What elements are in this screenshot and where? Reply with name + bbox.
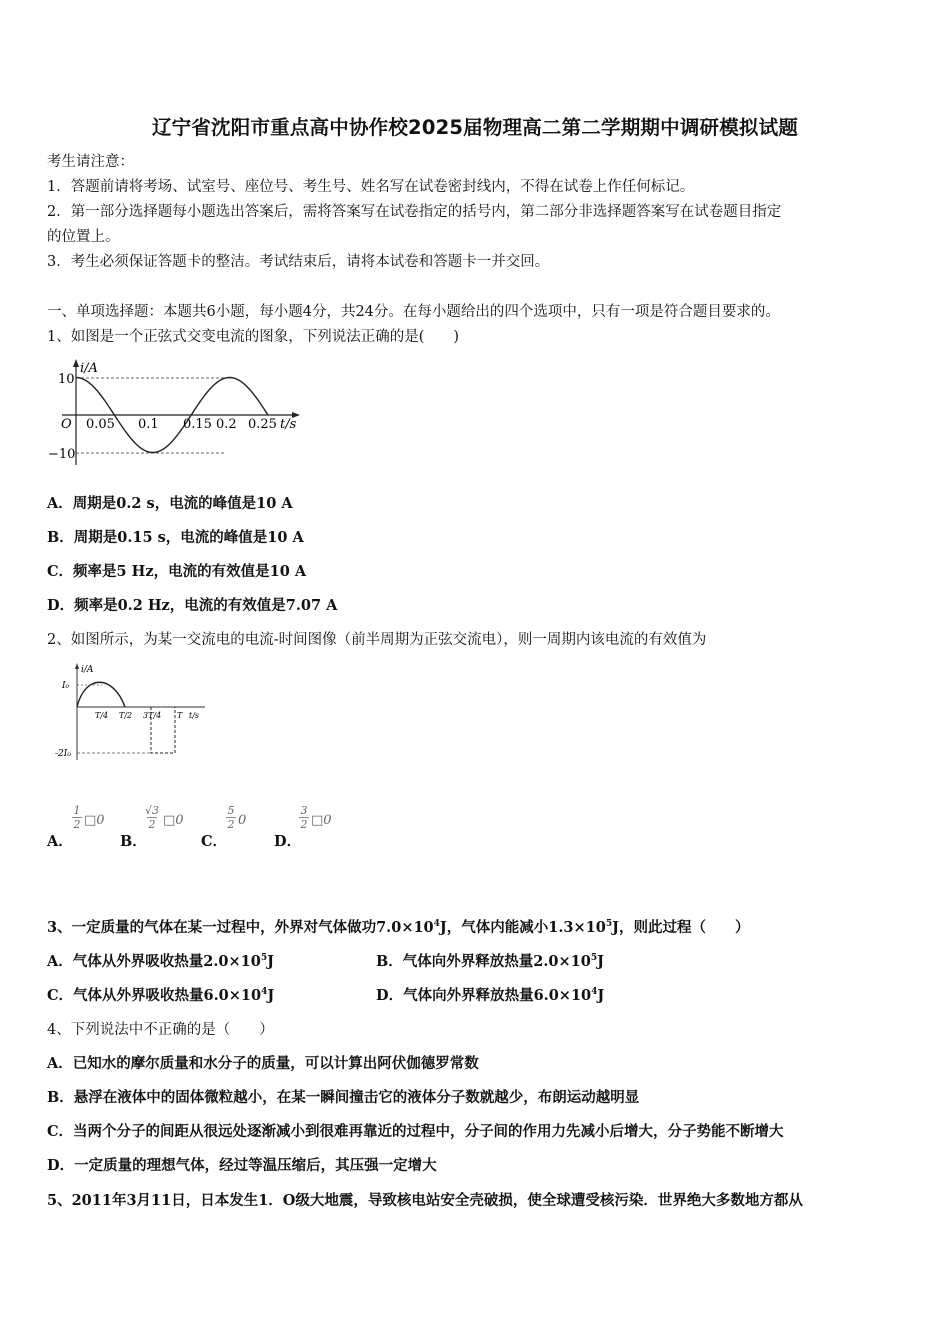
q1-y-arrow <box>73 359 79 367</box>
q3-stem-mid: J，气体内能减小1.3×10 <box>439 919 606 936</box>
q3-option-d-exp: 4 <box>591 987 598 997</box>
q3-stem-exp2: 5 <box>605 919 613 929</box>
q2-option-d-label: D． <box>274 833 302 850</box>
q3-stem-post: J，则此过程（ ） <box>612 919 750 936</box>
q1-x-tick-0.2: 0.2 <box>216 417 237 432</box>
question-5-stem: 5、2011年3月11日，日本发生1．O级大地震，导致核电站安全壳破损，使全球遭受核污染．世界绝大多数地方都从 <box>47 1192 803 1209</box>
q1-option-d: D．频率是0.2 Hz，电流的有效值是7.07 A <box>47 597 338 614</box>
page-title: 辽宁省沈阳市重点高中协作校2025届物理高二第二学期期中调研模拟试题 <box>151 116 799 139</box>
q3-option-c-unit: J <box>267 987 275 1004</box>
q2-option-d-tail: □0 <box>311 813 332 828</box>
notice-item-2a: 2．第一部分选择题每小题选出答案后，需将答案写在试卷指定的括号内，第二部分非选择题答案写在试卷题目指定 <box>47 204 782 220</box>
q3-option-a-exp: 5 <box>260 953 268 963</box>
q2-option-a-tail: □0 <box>84 813 105 828</box>
q1-y-label: i/A <box>80 361 98 376</box>
q2-y-tick-neg: -2I₀ <box>55 749 71 759</box>
q1-x-tick-0.25: 0.25 <box>248 417 277 432</box>
q3-option-c-text: C．气体从外界吸收热量6.0×10 <box>47 987 262 1004</box>
q3-stem-exp1: 4 <box>433 919 440 929</box>
q1-origin-label: O <box>61 417 72 432</box>
q3-option-b-text: B．气体向外界释放热量2.0×10 <box>376 953 591 970</box>
q3-option-a <box>47 952 274 972</box>
q2-y-tick-peak: I₀ <box>62 681 70 691</box>
q2-option-d-fraction <box>299 805 309 830</box>
q2-option-b-num: √3 <box>145 804 160 817</box>
q1-y-tick-top: 10 <box>58 372 75 387</box>
notice-item-2b: 的位置上。 <box>47 229 120 245</box>
q2-option-c-label: C． <box>201 833 228 850</box>
q2-option-b-fraction <box>145 805 159 830</box>
q2-option-a-label: A． <box>47 833 73 850</box>
q2-option-d-num: 3 <box>300 804 308 817</box>
q2-x-tick-3t4: 3T/4 <box>143 711 162 720</box>
q2-x-tick-t: T <box>177 711 183 720</box>
q1-option-b: B．周期是0.15 s，电流的峰值是10 A <box>47 529 304 546</box>
q3-option-a-unit: J <box>267 953 274 970</box>
q1-x-tick-0.15: 0.15 <box>183 417 212 432</box>
question-2-stem: 2、如图所示，为某一交流电的电流-时间图像（前半周期为正弦交流电），则一周期内该电流的有效值为 <box>47 632 707 648</box>
q3-stem-pre: 3、一定质量的气体在某一过程中，外界对气体做功7.0×10 <box>47 919 434 936</box>
q2-option-a-num: 1 <box>73 804 81 817</box>
q1-x-tick-0.05: 0.05 <box>86 417 115 432</box>
q2-option-b-label: B． <box>120 833 147 850</box>
q4-option-c: C．当两个分子的间距从很远处逐渐减小到很难再靠近的过程中，分子间的作用力先减小后增大，分子势能不断增大 <box>47 1123 784 1140</box>
q1-option-a: A．周期是0.2 s，电流的峰值是10 A <box>47 495 293 512</box>
q2-x-tick-t2: T/2 <box>119 711 133 720</box>
q1-sine-chart <box>40 355 310 470</box>
q2-option-d-den: 2 <box>300 818 308 831</box>
notice-item-1: 1．答题前请将考场、试室号、座位号、考生号、姓名写在试卷密封线内，不得在试卷上作任何标记。 <box>47 179 695 195</box>
notice-heading: 考生请注意： <box>47 154 134 170</box>
q3-option-b <box>376 952 604 972</box>
q2-x-tick-t4: T/4 <box>95 711 109 720</box>
q2-option-b-den: 2 <box>148 818 156 831</box>
q2-x-label: t/s <box>189 711 200 720</box>
q3-option-c-exp: 4 <box>261 987 268 997</box>
q3-option-d-text: D．气体向外界释放热量6.0×10 <box>376 987 592 1004</box>
q3-option-d <box>376 986 604 1006</box>
q2-option-c-den: 2 <box>227 818 235 831</box>
q4-option-b: B．悬浮在液体中的固体微粒越小，在某一瞬间撞击它的液体分子数就越少，布朗运动越明显 <box>47 1089 640 1106</box>
q2-option-c-fraction <box>226 805 236 830</box>
q2-current-chart <box>55 660 220 768</box>
q1-y-tick-bottom: −10 <box>48 447 76 462</box>
q3-option-d-unit: J <box>597 987 605 1004</box>
q1-option-c: C．频率是5 Hz，电流的有效值是10 A <box>47 563 307 580</box>
notice-item-3: 3．考生必须保证答题卡的整洁。考试结束后，请将本试卷和答题卡一并交回。 <box>47 254 550 270</box>
q2-half-sine <box>77 682 125 707</box>
q3-option-b-exp: 5 <box>590 953 598 963</box>
question-3-stem <box>47 918 749 938</box>
q1-x-tick-0.1: 0.1 <box>138 417 159 432</box>
q4-option-d: D．一定质量的理想气体，经过等温压缩后，其压强一定增大 <box>47 1157 437 1174</box>
section-heading: 一、单项选择题：本题共6小题，每小题4分，共24分。在每小题给出的四个选项中，只有一项是符合题目要求的。 <box>47 304 780 320</box>
q3-option-c <box>47 986 274 1006</box>
q4-option-a: A．已知水的摩尔质量和水分子的质量，可以计算出阿伏伽德罗常数 <box>47 1055 479 1072</box>
q2-option-c-num: 5 <box>227 804 235 817</box>
q2-y-label: i/A <box>81 665 94 675</box>
question-1-stem: 1、如图是一个正弦式交变电流的图象，下列说法正确的是( ) <box>47 329 460 345</box>
q2-y-arrow <box>75 663 79 669</box>
q2-option-a-fraction <box>72 805 82 830</box>
q3-option-a-text: A．气体从外界吸收热量2.0×10 <box>47 953 261 970</box>
question-4-stem: 4、下列说法中不正确的是（ ） <box>47 1022 274 1038</box>
q3-option-b-unit: J <box>597 953 604 970</box>
q2-option-a-den: 2 <box>73 818 81 831</box>
q1-x-label: t/s <box>280 417 297 432</box>
q2-option-b-tail: □0 <box>163 813 184 828</box>
q2-option-c-tail: 0 <box>238 813 247 828</box>
